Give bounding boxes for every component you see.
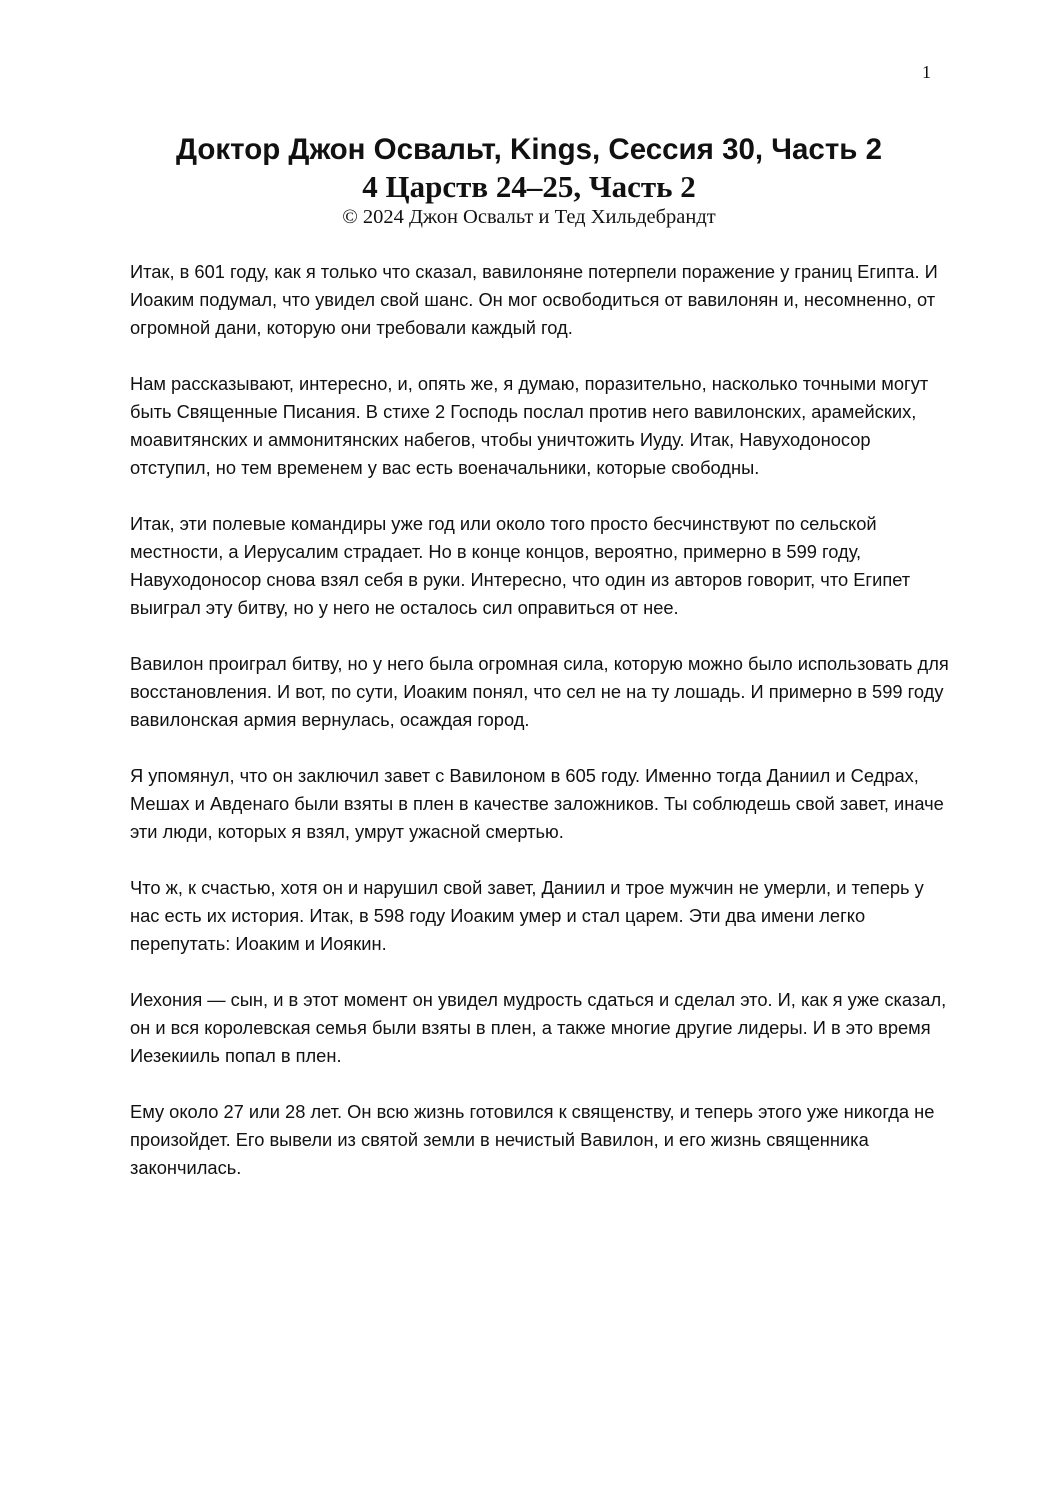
paragraph: Что ж, к счастью, хотя он и нарушил свой завет, Даниил и трое мужчин не умерли, и теперь у нас есть их история. Итак, в 598 году Иоаким умер и стал царем. Эти два имени легко перепутать: Иоаким и Иоякин. — [130, 877, 924, 954]
page-number: 1 — [922, 62, 931, 82]
document-title: Доктор Джон Освальт, Kings, Сессия 30, Часть 2 — [175, 133, 883, 166]
document-subtitle: 4 Царств 24–25, Часть 2 — [362, 169, 696, 204]
copyright-line: © 2024 Джон Освальт и Тед Хильдебрандт — [342, 206, 716, 228]
paragraph: Нам рассказывают, интересно, и, опять же, я думаю, поразительно, насколько точными могут быть Священные Писания. В стихе 2 Господь послал против него вавилонских, арамейских, моавитянских и аммонитянских набегов, чтобы уничтожить Иуду. Итак, Навуходоносор отступил, но тем временем у вас есть военачальники, которые свободны. — [130, 373, 929, 478]
document-header — [0, 132, 1058, 228]
paragraph: Ему около 27 или 28 лет. Он всю жизнь готовился к священству, и теперь этого уже никогда не произойдет. Его вывели из святой земли в нечистый Вавилон, и его жизнь священника закончилась. — [130, 1101, 935, 1178]
paragraph: Итак, в 601 году, как я только что сказал, вавилоняне потерпели поражение у границ Египта. И Иоаким подумал, что увидел свой шанс. Он мог освободиться от вавилонян и, несомненно, от огромной дани, которую они требовали каждый год. — [130, 261, 938, 338]
paragraph: Вавилон проиграл битву, но у него была огромная сила, которую можно было использовать для восстановления. И вот, по сути, Иоаким понял, что сел не на ту лошадь. И примерно в 599 году вавилонская армия вернулась, осаждая город. — [130, 653, 949, 730]
paragraph: Иехония — сын, и в этот момент он увидел мудрость сдаться и сделал это. И, как я уже сказал, он и вся королевская семья были взяты в плен, а также многие другие лидеры. И в это время Иезекииль попал в плен. — [130, 989, 947, 1066]
document-body — [130, 258, 950, 1210]
paragraph: Итак, эти полевые командиры уже год или около того просто бесчинствуют по сельской местности, а Иерусалим страдает. Но в конце концов, вероятно, примерно в 599 году, Навуходоносор снова взял себя в руки. Интересно, что один из авторов говорит, что Египет выиграл эту битву, но у него не осталось сил оправиться от нее. — [130, 513, 911, 618]
paragraph: Я упомянул, что он заключил завет с Вавилоном в 605 году. Именно тогда Даниил и Седрах, Мешах и Авденаго были взяты в плен в качестве заложников. Ты соблюдешь свой завет, иначе эти люди, которых я взял, умрут ужасной смертью. — [130, 765, 944, 842]
